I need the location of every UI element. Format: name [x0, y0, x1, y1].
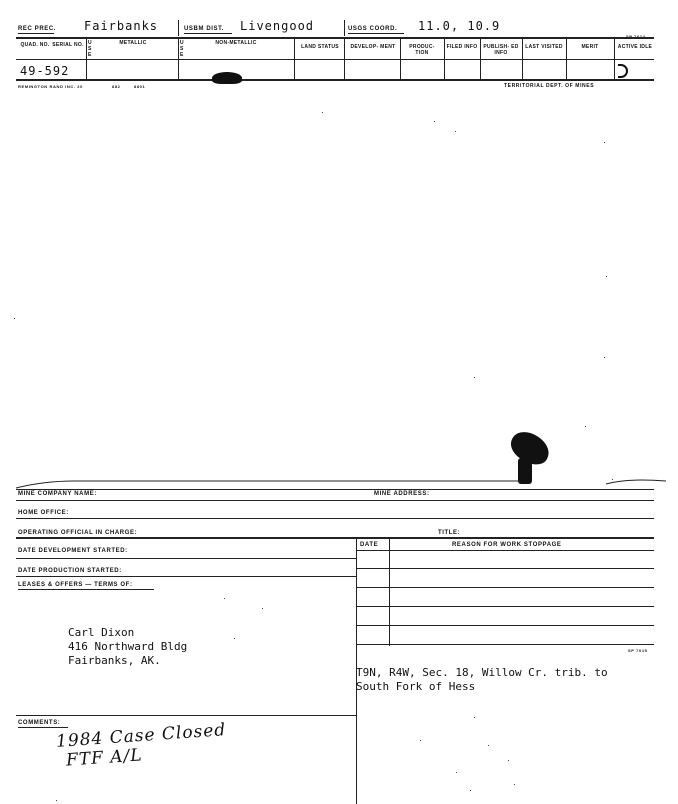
date-development-label: DATE DEVELOPMENT STARTED:	[18, 548, 128, 554]
operating-official-label: OPERATING OFFICIAL IN CHARGE:	[18, 530, 138, 536]
title-label: TITLE:	[438, 530, 461, 536]
col-quad: QUAD. NO.	[20, 42, 50, 48]
usgs-coord-value: 11.0, 10.9	[418, 19, 501, 33]
location-line-2: South Fork of Hess	[356, 680, 476, 693]
comments-label: COMMENTS:	[18, 720, 61, 726]
col-last-visited: LAST VISITED	[525, 44, 563, 50]
usgm-dist-label: USBM DIST.	[184, 26, 225, 32]
col-filed-info: FILED INFO	[446, 44, 478, 50]
location-line-1: T9N, R4W, Sec. 18, Willow Cr. trib. to	[356, 666, 608, 679]
date-production-label: DATE PRODUCTION STARTED:	[18, 568, 122, 574]
quad-serial-value: 49-592	[20, 64, 70, 78]
punch-mark	[618, 64, 628, 78]
usgs-coord-label: USGS COORD.	[348, 26, 398, 32]
contact-city: Fairbanks, AK.	[68, 654, 161, 667]
form-number-2: SP 7015	[628, 648, 648, 653]
col-development: DEVELOP- MENT	[350, 44, 396, 50]
home-office-label: HOME OFFICE:	[18, 510, 69, 516]
form-number: SP 7014	[626, 34, 646, 39]
handwritten-comment-2: FTF A/L	[65, 745, 144, 771]
col-serial: SERIAL NO.	[52, 42, 84, 48]
contact-name: Carl Dixon	[68, 626, 135, 639]
date-col-header: DATE	[360, 542, 379, 548]
handwritten-comment-1: 1984 Case Closed	[55, 720, 227, 752]
contact-street: 416 Northward Bldg	[68, 640, 188, 653]
ink-blot	[212, 72, 242, 84]
col-nonmetallic: NON-METALLIC	[215, 40, 257, 46]
mine-address-label: MINE ADDRESS:	[374, 491, 430, 497]
rec-prec-label: REC PREC.	[18, 26, 57, 32]
col-land-status: LAND STATUS	[301, 44, 339, 50]
col-published-info: PUBLISH- ED INFO	[483, 44, 519, 56]
rec-prec-value: Fairbanks	[84, 19, 159, 33]
col-use-metallic: U S E	[88, 40, 92, 58]
printer-code-2: 8801	[134, 84, 146, 89]
col-metallic: METALLIC	[119, 40, 147, 46]
usgm-dist-value: Livengood	[240, 19, 315, 33]
printer-code-1: 882	[112, 84, 121, 89]
col-active-idle: ACTIVE IDLE	[617, 44, 653, 50]
leases-offers-label: LEASES & OFFERS — TERMS OF:	[18, 582, 133, 588]
reason-col-header: REASON FOR WORK STOPPAGE	[452, 542, 562, 548]
col-production: PRODUC- TION	[409, 44, 435, 56]
col-use-nonmetallic: U S E	[180, 40, 184, 58]
col-merit: MERIT	[581, 44, 599, 50]
printer-imprint: REMINGTON RAND INC. 20	[18, 84, 83, 89]
mine-company-label: MINE COMPANY NAME:	[18, 491, 97, 497]
department-imprint: TERRITORIAL DEPT. OF MINES	[504, 83, 595, 89]
